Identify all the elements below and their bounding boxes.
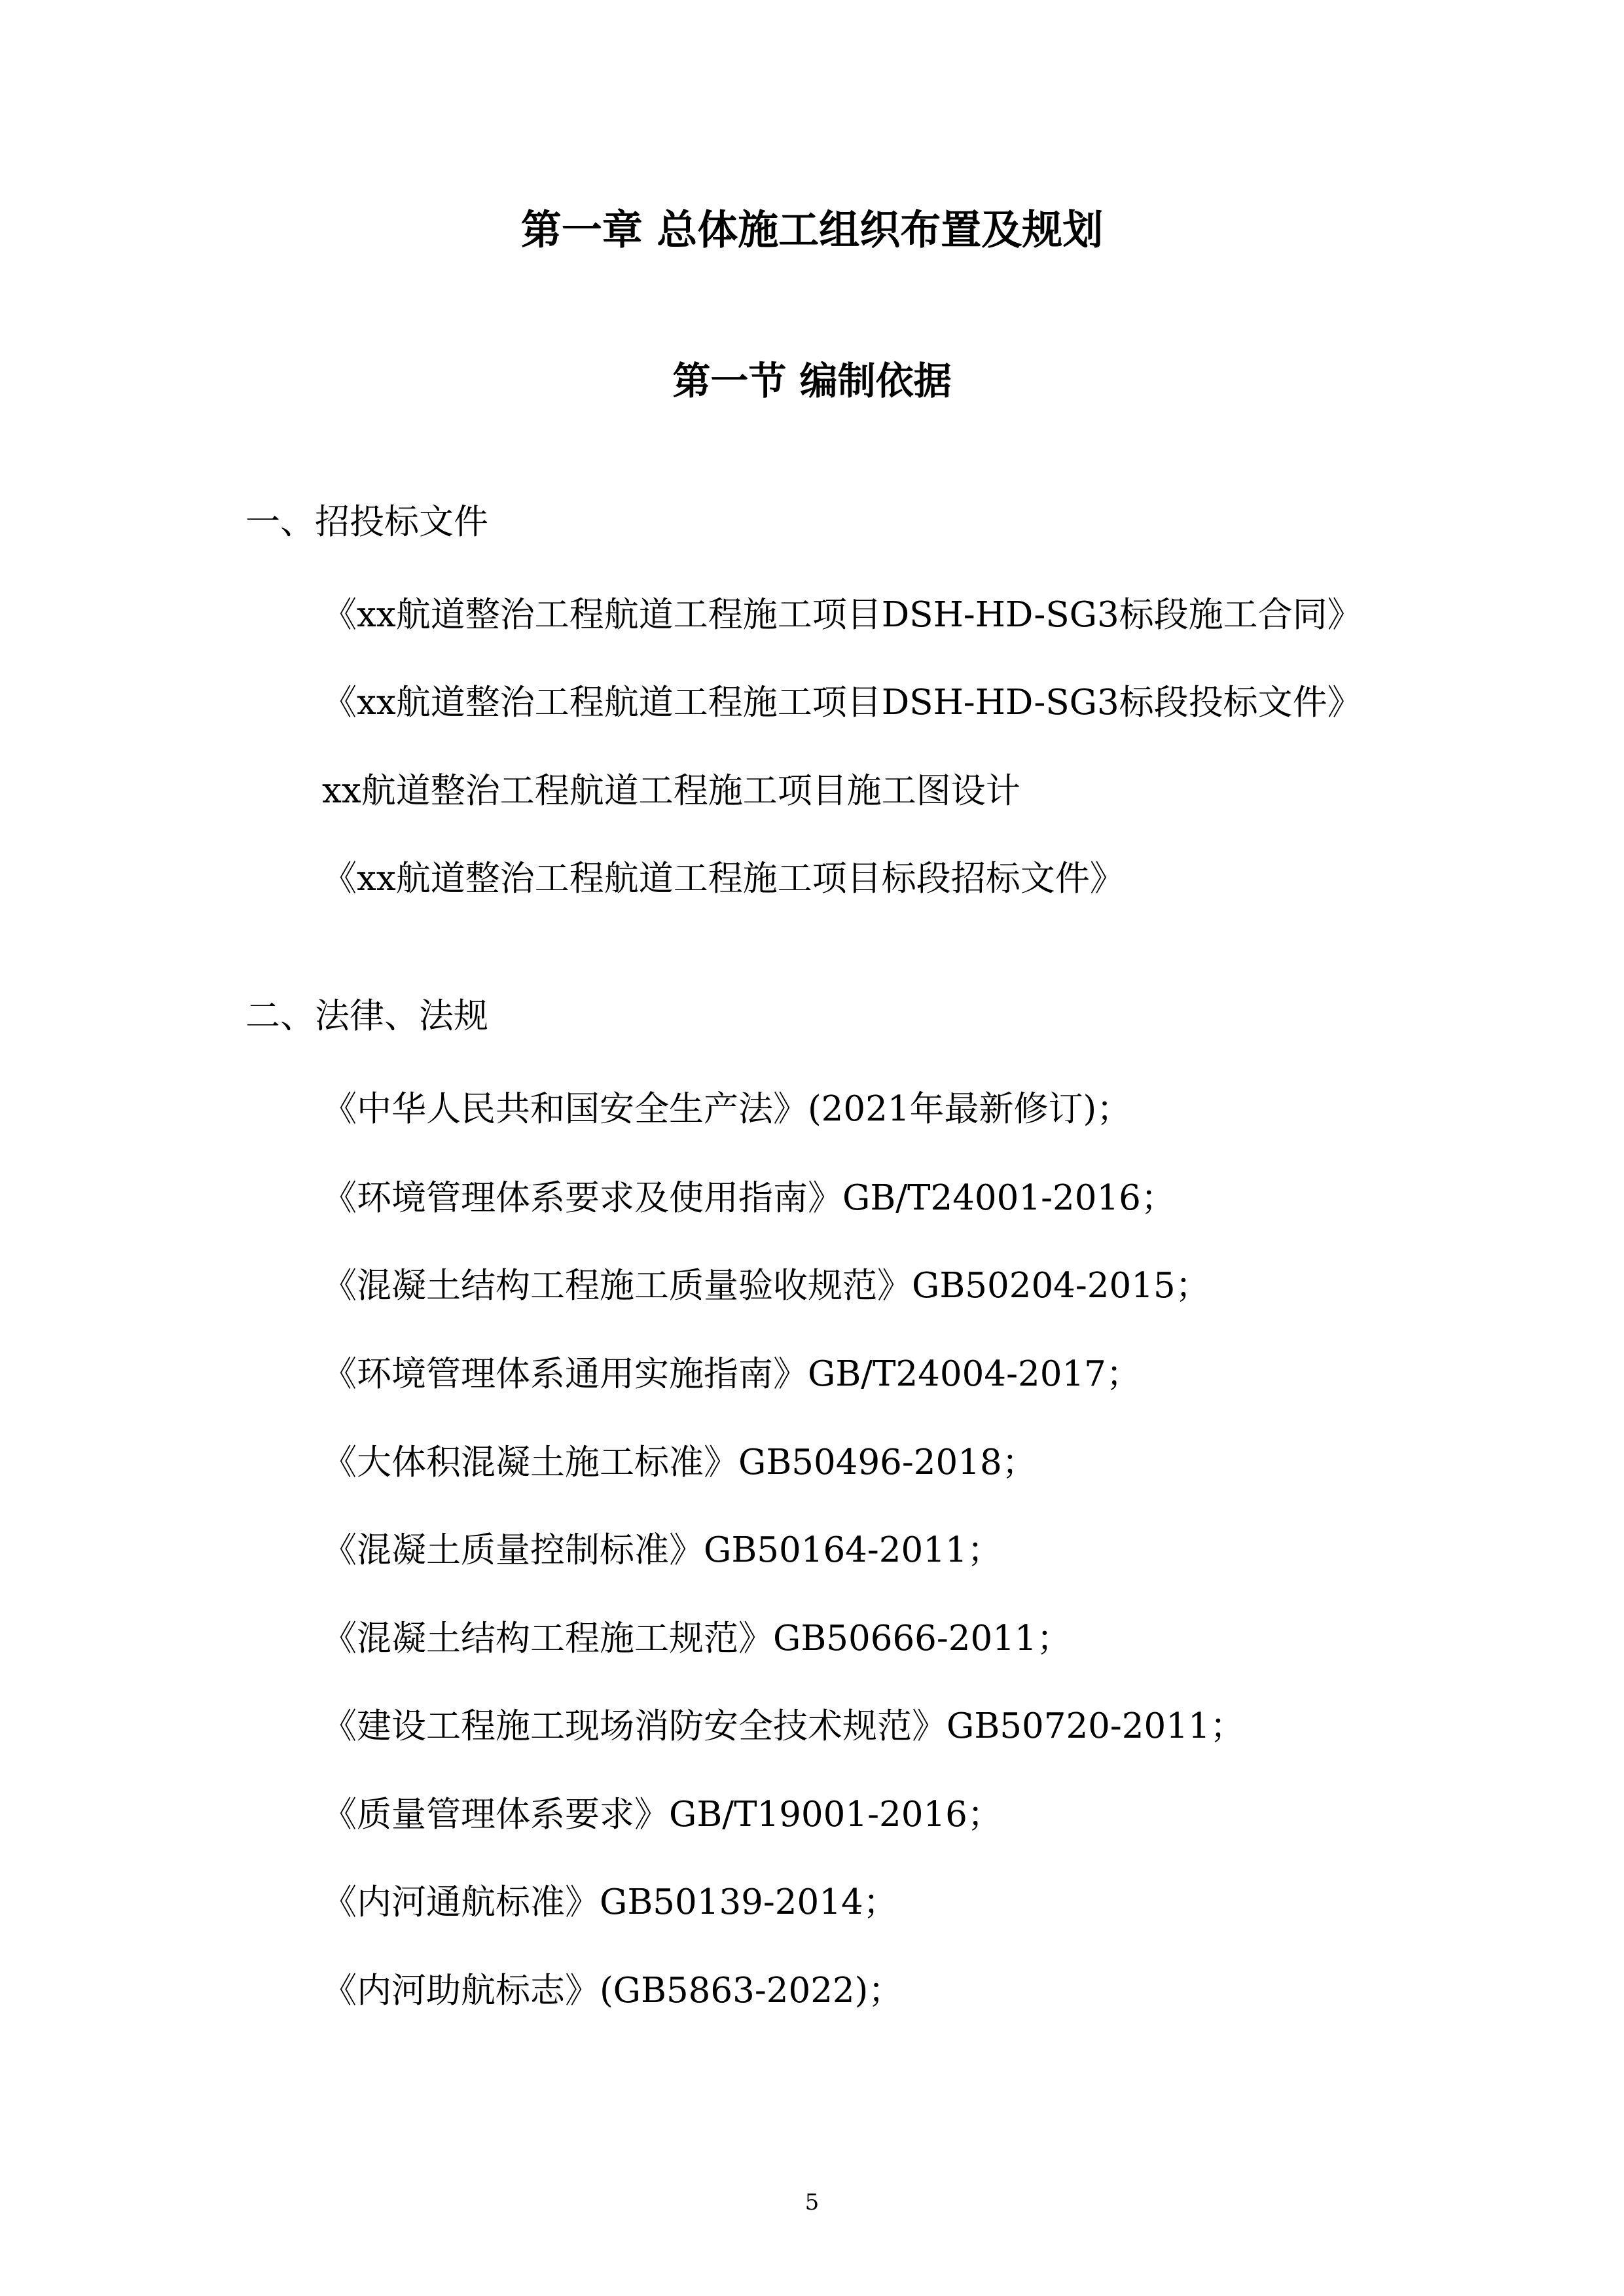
list-item: xx航道整治工程航道工程施工项目施工图设计 xyxy=(322,771,1020,811)
list-item: 《混凝土结构工程施工质量验收规范》GB50204-2015； xyxy=(322,1266,1210,1306)
section-heading: 一、招投标文件 xyxy=(245,502,488,542)
list-item: 《混凝土质量控制标准》GB50164-2011； xyxy=(322,1530,1002,1570)
list-item: 《xx航道整治工程航道工程施工项目DSH-HD-SG3标段投标文件》 xyxy=(322,683,1362,723)
list-item: 《大体积混凝土施工标准》GB50496-2018； xyxy=(322,1443,1037,1482)
list-item: 《环境管理体系通用实施指南》GB/T24004-2017； xyxy=(322,1354,1141,1394)
page-number: 5 xyxy=(804,2189,820,2215)
list-item: 《xx航道整治工程航道工程施工项目标段招标文件》 xyxy=(322,859,1125,899)
section-title: 第一节 编制依据 xyxy=(672,359,952,403)
list-item: 《混凝土结构工程施工规范》GB50666-2011； xyxy=(322,1619,1072,1659)
list-item: 《环境管理体系要求及使用指南》GB/T24001-2016； xyxy=(322,1178,1176,1218)
list-item: 《建设工程施工现场消防安全技术规范》GB50720-2011； xyxy=(322,1706,1245,1746)
section-heading: 二、法律、法规 xyxy=(245,996,488,1036)
list-item: 《质量管理体系要求》GB/T19001-2016； xyxy=(322,1795,1002,1835)
list-item: 《xx航道整治工程航道工程施工项目DSH-HD-SG3标段施工合同》 xyxy=(322,595,1362,635)
chapter-title: 第一章 总体施工组织布置及规划 xyxy=(520,206,1104,254)
list-item: 《内河通航标准》GB50139-2014； xyxy=(322,1882,898,1922)
list-item: 《内河助航标志》(GB5863-2022)； xyxy=(322,1971,903,2011)
list-item: 《中华人民共和国安全生产法》(2021年最新修订)； xyxy=(322,1089,1132,1129)
